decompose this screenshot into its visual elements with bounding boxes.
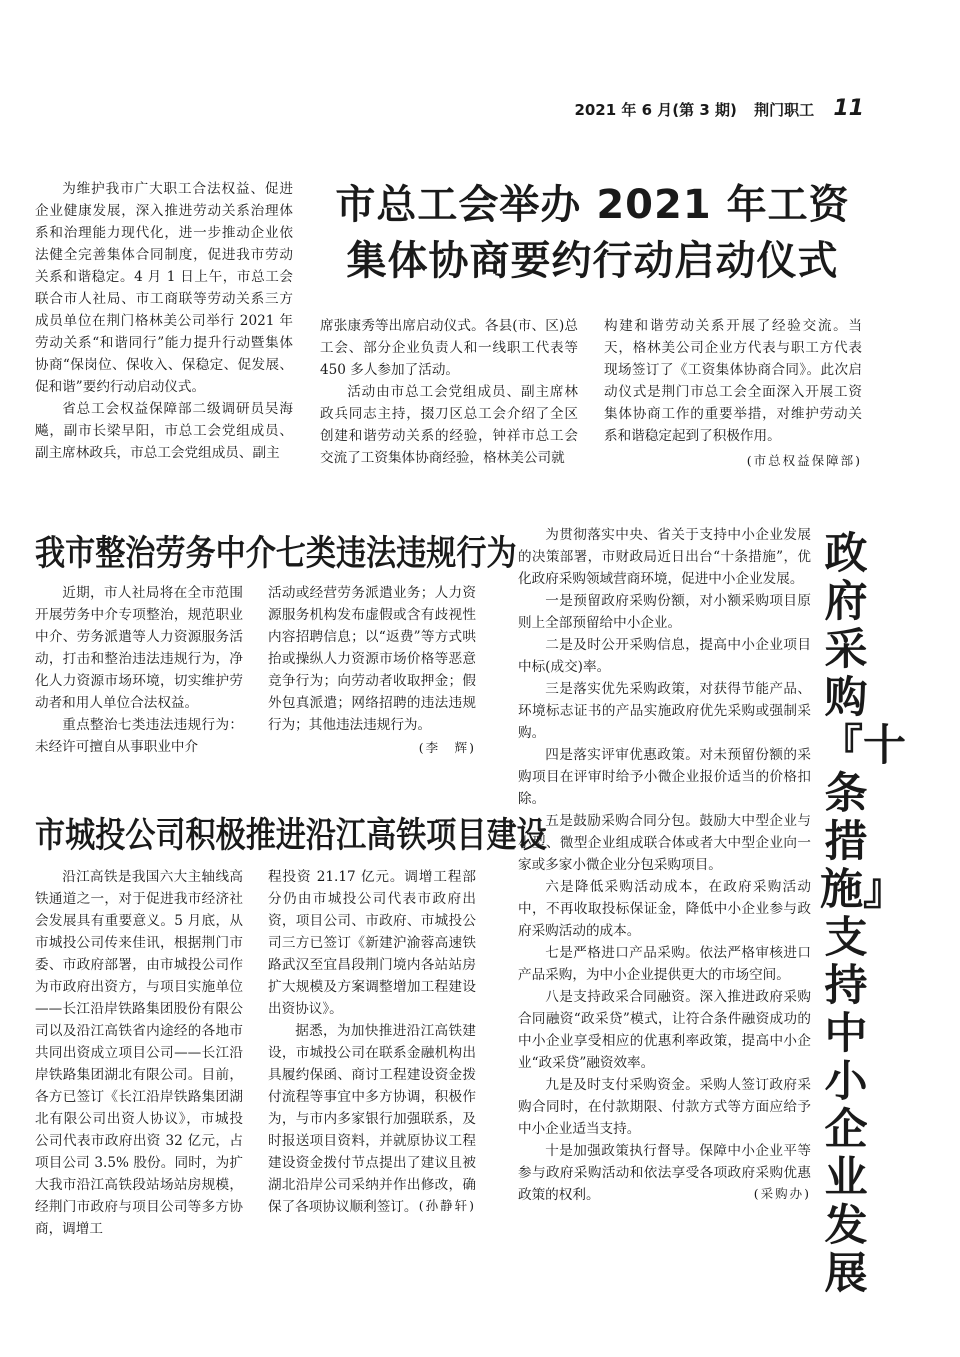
article1-title — [320, 177, 865, 289]
paragraph: 七是严格进口产品采购。依法严格审核进口产品采购，为中小企业提供更大的市场空间。 — [518, 945, 811, 983]
paragraph: 二是及时公开采购信息，提高中小企业项目中标(成交)率。 — [518, 637, 811, 675]
page-header — [574, 96, 864, 121]
paragraph: 六是降低采购活动成本，在政府采购活动中，不再收取投标保证金，降低中小企业参与政府采购活动的成本。 — [518, 879, 811, 939]
paragraph: 近期，市人社局将在全市范围开展劳务中介专项整治，规范职业中介、劳务派遣等人力资源服务活动，打击和整治违法违规行为，净化人力资源市场环境，切实维护劳动者和用人单位合法权益。 — [35, 585, 243, 711]
paragraph: 八是支持政采合同融资。深入推进政府采购合同融资“政采贷”模式，让符合条件融资成功的中小企业享受相应的优惠利率政策，提高中小企业“政采贷”融资效率。 — [518, 989, 811, 1071]
article1-col3 — [604, 315, 862, 469]
article4-body — [518, 524, 811, 1202]
paragraph: 省总工会权益保障部二级调研员吴海飚，副市长梁早阳，市总工会党组成员、副主席林政兵，市总工会党组成员、副主 — [35, 401, 293, 461]
article3-title: 市城投公司积极推进沿江高铁项目建设 — [35, 815, 547, 856]
article2-col1 — [35, 582, 243, 758]
paragraph: 活动由市总工会党组成员、副主席林政兵同志主持，掇刀区总工会介绍了全区创建和谐劳动关系的经验，钟祥市总工会交流了工资集体协商经验，格林美公司就 — [320, 384, 578, 466]
article3-col2 — [268, 866, 476, 1214]
byline: (市总权益保障部) — [746, 453, 862, 468]
paragraph: 四是落实评审优惠政策。对未预留份额的采购项目在评审时给予小微企业报价适当的价格扣除。 — [518, 747, 811, 807]
byline: (采购办) — [753, 1186, 811, 1201]
article2-title: 我市整治劳务中介七类违法违规行为 — [35, 533, 517, 574]
paragraph: 三是落实优先采购政策，对获得节能产品、环境标志证书的产品实施政府优先采购或强制采购。 — [518, 681, 811, 741]
issue-date: 2021 年 6 月(第 3 期) — [574, 101, 737, 119]
paragraph: 为维护我市广大职工合法权益、促进企业健康发展，深入推进劳动关系治理体系和治理能力现代化，进一步推动企业依法健全完善集体合同制度，促进我市劳动关系和谐稳定。4 月 1 日上午，市总工会联合市人社局、市工商联等劳动关系三方成员单位在荆门格林美公司举行 2021 年劳动关系“和谐同行”能力提升行动暨集体协商“保岗位、保收入、保稳定、促发展、促和谐”要约行动启动仪式。 — [35, 181, 293, 395]
paragraph: 九是及时支付采购资金。采购人签订政府采购合同时，在付款期限、付款方式等方面应给予中小企业适当支持。 — [518, 1077, 811, 1137]
paragraph: 一是预留政府采购份额，对小额采购项目原则上全部预留给中小企业。 — [518, 593, 811, 631]
byline: (李 辉) — [418, 740, 476, 755]
byline: (孙静轩) — [418, 1198, 476, 1213]
article2-col2 — [268, 582, 476, 756]
paragraph: 程投资 21.17 亿元。调增工程部分仍由市城投公司代表市政府出资，项目公司、市政府、市城投公司三方已签订《新建沪渝蓉高速铁路武汉至宜昌段荆门境内各站站房扩大规模及方案调整增加工程建设出资协议》。 — [268, 869, 476, 1017]
article3-col1 — [35, 866, 243, 1240]
paragraph: 十是加强政策执行督导。保障中小企业平等参与政府采购活动和依法享受各项政府采购优惠政策的权利。 — [518, 1143, 811, 1203]
article1-title-line2: 集体协商要约行动启动仪式 — [346, 238, 839, 284]
paragraph: 重点整治七类违法违规行为：未经许可擅自从事职业中介 — [35, 717, 243, 755]
paragraph: 为贯彻落实中央、省关于支持中小企业发展的决策部署，市财政局近日出台“十条措施”，优化政府采购领域营商环境，促进中小企业发展。 — [518, 527, 811, 587]
article1-title-line1: 市总工会举办 2021 年工资 — [335, 182, 850, 228]
journal-name: 荆门职工 — [754, 101, 815, 119]
page-number: 11 — [833, 96, 864, 121]
paragraph: 活动或经营劳务派遣业务；人力资源服务机构发布虚假或含有歧视性内容招聘信息；以“返费”等方式哄抬或操纵人力资源市场价格等恶意竞争行为；向劳动者收取押金；假外包真派遣；网络招聘的违法违规行为；其他违法违规行为。 — [268, 585, 476, 733]
paragraph: 席张康秀等出席启动仪式。各县(市、区)总工会、部分企业负责人和一线职工代表等 450 多人参加了活动。 — [320, 318, 578, 378]
paragraph: 五是鼓励采购合同分包。鼓励大中型企业与小型、微型企业组成联合体或者大中型企业向一家或多家小微企业分包采购项目。 — [518, 813, 811, 873]
article4-title-vertical: 政府采购『十条措施』支持中小企业发展 — [820, 529, 906, 1299]
paragraph: 沿江高铁是我国六大主轴线高铁通道之一，对于促进我市经济社会发展具有重要意义。5 月底，从市城投公司传来佳讯，根据荆门市委、市政府部署，由市城投公司作为市政府出资方，与项目实施单位——长江沿岸铁路集团股份有限公司以及沿江高铁省内途经的各地市共同出资成立项目公司——长江沿岸铁路集团湖北有限公司。目前，各方已签订《长江沿岸铁路集团湖北有限公司出资人协议》，市城投公司代表市政府出资 32 亿元，占项目公司 3.5% 股份。同时，为扩大我市沿江高铁段站场站房规模，经荆门市政府与项目公司等多方协商，调增工 — [35, 869, 243, 1237]
paragraph: 构建和谐劳动关系开展了经验交流。当天，格林美公司企业方代表与职工方代表现场签订了《工资集体协商合同》。此次启动仪式是荆门市总工会全面深入开展工资集体协商工作的重要举措，对维护劳动关系和谐稳定起到了积极作用。 — [604, 318, 862, 444]
paragraph: 据悉，为加快推进沿江高铁建设，市城投公司在联系金融机构出具履约保函、商讨工程建设资金拨付流程等事宜中多方协调，积极作为，与市内多家银行加强联系，及时报送项目资料，并就原协议工程建设资金拨付节点提出了建议且被湖北沿岸公司采纳并作出修改，确保了各项协议顺利签订。 — [268, 1023, 476, 1215]
article1-col2 — [320, 315, 578, 469]
article1-col1 — [35, 178, 293, 464]
